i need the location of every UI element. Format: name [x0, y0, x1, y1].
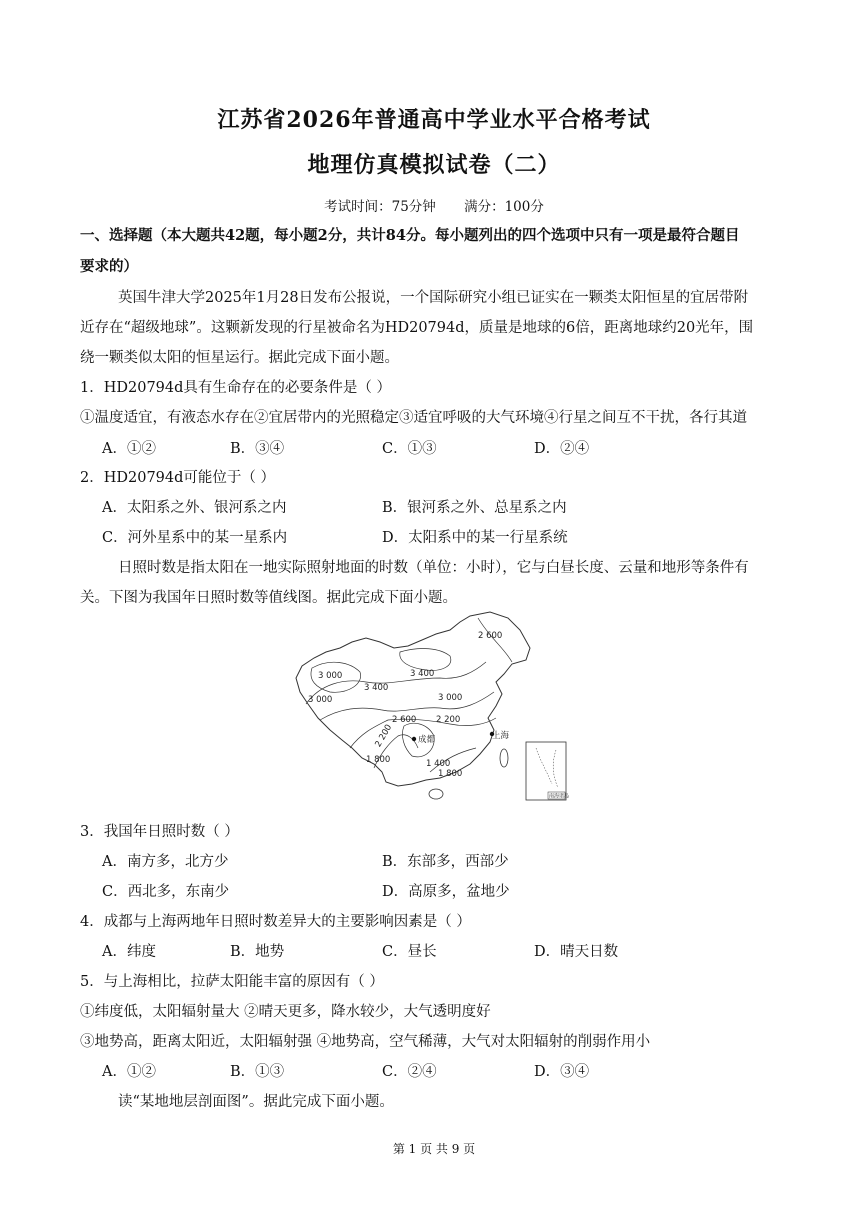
passage1-line2: 近存在“超级地球”。这颗新发现的行星被命名为HD20794d，质量是地球的6倍，距离地球约20光年，围 [80, 320, 754, 336]
section-heading-cont: 要求的） [80, 258, 138, 275]
q2-option-c[interactable]: C．河外星系中的某一星系内 [102, 530, 288, 546]
q4-option-c[interactable]: C．昼长 [382, 944, 437, 960]
passage2-line1: 日照时数是指太阳在一地实际照射地面的时数（单位：小时），它与白昼长度、云量和地形等条件有 [118, 560, 749, 576]
contour-label: 3 400 [364, 683, 389, 693]
hainan-island [429, 789, 443, 799]
section-heading: 一、选择题（本大题共42题，每小题2分，共计84分。每小题列出的四个选项中只有一项是最符合题目 [80, 227, 740, 244]
q2-option-b[interactable]: B．银河系之外、总星系之内 [382, 500, 567, 516]
q2-option-a[interactable]: A．太阳系之外、银河系之内 [102, 500, 287, 516]
contour-label: 1 400 [426, 759, 451, 769]
page-footer: 第 1 页 共 9 页 [392, 1142, 476, 1156]
exam-meta [0, 195, 868, 215]
q5-stem: 5．与上海相比，拉萨太阳能丰富的原因有（ ） [80, 974, 384, 990]
contour-label: 2 600 [392, 715, 417, 725]
passage1-line3: 绕一颗类似太阳的恒星运行。据此完成下面小题。 [80, 350, 399, 366]
city-chengdu-label: 成都 [418, 735, 436, 745]
q2-option-d[interactable]: D．太阳系中的某一行星系统 [382, 530, 568, 546]
q3-option-d[interactable]: D．高原多，盆地少 [382, 884, 510, 900]
q3-option-a[interactable]: A．南方多，北方少 [102, 854, 229, 870]
passage1-line1: 英国牛津大学2025年1月28日发布公报说，一个国际研究小组已证实在一颗类太阳恒星的宜居带附 [118, 290, 749, 306]
exam-title-line1: 江苏省2026年普通高中学业水平合格考试 [217, 107, 651, 133]
contour-label: 3 000 [318, 671, 343, 681]
contour-label: 3 000 [438, 693, 463, 703]
china-map-svg [290, 608, 580, 808]
q4-stem: 4．成都与上海两地年日照时数差异大的主要影响因素是（ ） [80, 914, 471, 930]
q4-option-a[interactable]: A．纬度 [102, 944, 156, 960]
contour-label: 1 800 [366, 755, 391, 765]
q1-stem: 1．HD20794d具有生命存在的必要条件是（ ） [80, 380, 392, 396]
q2-stem: 2．HD20794d可能位于（ ） [80, 470, 276, 486]
q1-option-b[interactable]: B．③④ [230, 441, 285, 457]
full-score: 满分：100分 [464, 199, 544, 215]
taiwan-island [500, 749, 508, 767]
city-shanghai-label: 上海 [492, 731, 510, 741]
exam-time: 考试时间：75分钟 [324, 199, 436, 215]
q3-option-c[interactable]: C．西北多，东南少 [102, 884, 230, 900]
q4-option-d[interactable]: D．晴天日数 [534, 944, 619, 960]
q1-option-c[interactable]: C．①③ [382, 441, 437, 457]
sunshine-hours-map [290, 608, 580, 808]
q1-option-a[interactable]: A．①② [102, 441, 156, 457]
q5-option-b[interactable]: B．①③ [230, 1064, 285, 1080]
chengdu-marker [412, 737, 416, 741]
contour-label: 1 800 [438, 769, 463, 779]
passage3-line1: 读“某地地层剖面图”。据此完成下面小题。 [118, 1094, 394, 1110]
isoline-3400-north [400, 649, 451, 671]
q5-statements-line1: ①纬度低，太阳辐射量大 ②晴天更多，降水较少，大气透明度好 [80, 1004, 491, 1020]
contour-label: 2 200 [436, 715, 461, 725]
q5-option-d[interactable]: D．③④ [534, 1064, 590, 1080]
q3-stem: 3．我国年日照时数（ ） [80, 824, 239, 840]
contour-label: 3 400 [410, 669, 435, 679]
exam-title-line2: 地理仿真模拟试卷（二） [307, 152, 561, 178]
q1-statements: ①温度适宜，有液态水存在②宜居带内的光照稳定③适宜呼吸的大气环境④行星之间互不干扰，各行其道 [80, 410, 747, 426]
contour-label: 2 200 [373, 722, 395, 749]
q3-option-b[interactable]: B．东部多，西部少 [382, 854, 509, 870]
inset-caption: 南海诸岛 [549, 793, 570, 800]
passage2-line2: 关。下图为我国年日照时数等值线图。据此完成下面小题。 [80, 590, 457, 606]
q1-option-d[interactable]: D．②④ [534, 441, 590, 457]
q5-option-a[interactable]: A．①② [102, 1064, 156, 1080]
q5-statements-line2: ③地势高，距离太阳近，太阳辐射强 ④地势高，空气稀薄，大气对太阳辐射的削弱作用小 [80, 1034, 651, 1050]
q5-option-c[interactable]: C．②④ [382, 1064, 437, 1080]
contour-label: 2 600 [478, 631, 503, 641]
contour-label: 3 000 [308, 695, 333, 705]
q4-option-b[interactable]: B．地势 [230, 944, 285, 960]
